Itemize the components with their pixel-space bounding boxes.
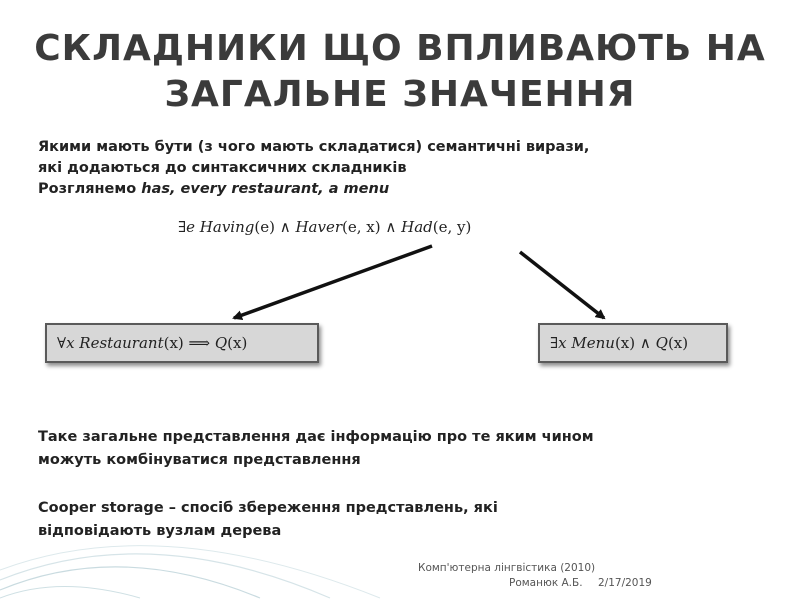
restaurant-formula: [57, 334, 247, 352]
and-operator-1: ∧: [274, 218, 296, 236]
had-predicate: Had: [401, 218, 433, 236]
and-operator-right: ∧: [635, 334, 656, 352]
menu-predicate: Menu: [571, 334, 615, 352]
event-formula: [178, 218, 471, 236]
footer-author: Романюк А.Б.: [509, 577, 583, 589]
and-operator-2: ∧: [380, 218, 402, 236]
restaurant-variable: x: [66, 334, 80, 352]
para1-line-1: Таке загальне представлення дає інформацію про те яким чином: [38, 429, 594, 445]
footer-date: 2/17/2019: [598, 577, 652, 589]
intro-line-1: Якими мають бути (з чого мають складатися) семантичні вирази,: [38, 139, 590, 155]
intro-example-phrases: has, every restaurant, a menu: [141, 181, 390, 197]
para2-line-2: відповідають вузлам дерева: [38, 523, 282, 539]
restaurant-predicate: Restaurant: [79, 334, 164, 352]
para1-line-2: можуть комбінуватися представлення: [38, 452, 361, 468]
general-representation-paragraph: [38, 426, 738, 472]
intro-line-3: [38, 179, 738, 200]
had-args: (e, y): [432, 218, 472, 236]
intro-text: [38, 137, 738, 200]
haver-predicate: Haver: [295, 218, 343, 236]
implies-operator: ⟹: [183, 334, 215, 352]
exists-symbol-right: ∃: [550, 334, 559, 352]
intro-line-3-prefix: Розглянемо: [38, 181, 142, 197]
q-args-left: (x): [227, 334, 248, 352]
q-predicate-right: Q: [655, 334, 668, 352]
haver-args: (e, x): [342, 218, 381, 236]
having-predicate: Having: [199, 218, 255, 236]
restaurant-formula-box: [45, 323, 319, 363]
menu-variable: x: [558, 334, 572, 352]
exists-symbol: ∃: [178, 218, 187, 236]
slide-title: [0, 26, 800, 118]
title-line-1: СКЛАДНИКИ ЩО ВПЛИВАЮТЬ НА: [34, 28, 766, 69]
menu-formula: [550, 334, 688, 352]
q-args-right: (x): [667, 334, 689, 352]
title-line-2: ЗАГАЛЬНЕ ЗНАЧЕННЯ: [164, 74, 636, 115]
para2-line-1: Cooper storage – спосіб збереження представлень, які: [38, 500, 498, 516]
restaurant-args: (x): [163, 334, 184, 352]
arrow-to-restaurant: [234, 246, 432, 318]
event-variable: e: [186, 218, 200, 236]
arrow-to-menu: [520, 252, 604, 318]
footer-course: Комп'ютерна лінгвістика (2010): [418, 562, 596, 574]
forall-symbol: ∀: [57, 334, 67, 352]
having-args: (e): [254, 218, 275, 236]
menu-formula-box: [538, 323, 728, 363]
q-predicate-left: Q: [214, 334, 228, 352]
intro-line-2: які додаються до синтаксичних складників: [38, 160, 407, 176]
menu-args: (x): [614, 334, 636, 352]
cooper-storage-paragraph: [38, 497, 738, 543]
